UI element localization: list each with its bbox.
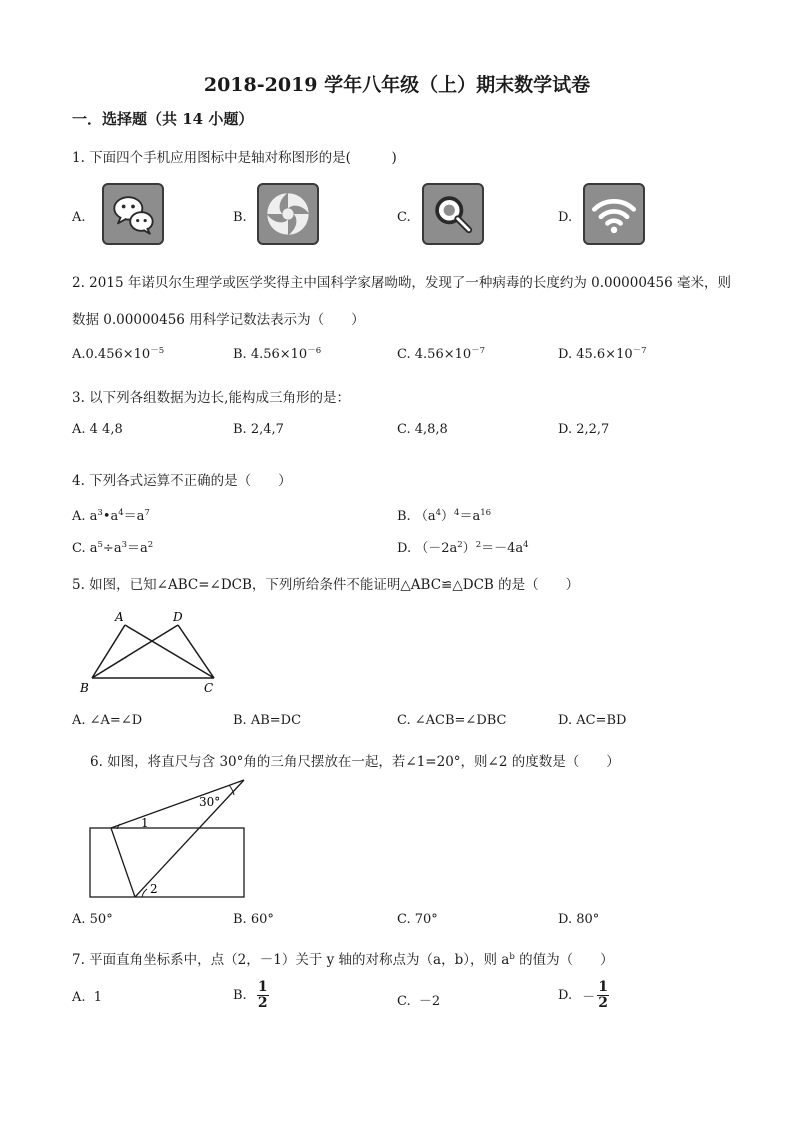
option-value: －2 <box>418 994 441 1009</box>
option-value: 1 <box>93 990 103 1005</box>
exponent: 4 <box>435 508 441 518</box>
q2-option-c[interactable] <box>397 344 485 362</box>
point-label-b: B <box>80 681 89 695</box>
triangle-side-left <box>111 828 135 897</box>
expr-part: •a <box>102 509 119 524</box>
option-label: D. <box>558 988 573 1003</box>
denominator: 2 <box>598 995 608 1011</box>
fraction <box>597 980 609 1011</box>
expr-part: D. （－2a <box>397 541 458 556</box>
question-2-stem-line2: 数据 0.00000456 用科学记数法表示为（ ） <box>72 312 365 328</box>
q7-option-a[interactable] <box>72 990 102 1005</box>
expr-part: ＝a <box>123 509 145 524</box>
exponent: 16 <box>480 508 492 518</box>
segment-ab <box>92 625 125 678</box>
expr-part: C. a <box>72 541 98 556</box>
search-icon <box>422 183 484 245</box>
option-exponent: －6 <box>307 346 322 356</box>
angle-label-2: 2 <box>150 882 158 896</box>
option-label: D. <box>558 347 573 362</box>
q3-option-d[interactable]: D. 2,2,7 <box>558 422 610 437</box>
expr-part: ） <box>462 541 476 556</box>
q5-option-c[interactable]: C. ∠ACB=∠DBC <box>397 713 507 728</box>
option-base: 0.456×10 <box>85 347 151 362</box>
exponent: 3 <box>97 508 103 518</box>
exponent: 2 <box>147 540 154 550</box>
point-label-d: D <box>173 610 183 624</box>
triangle-hypotenuse <box>135 780 244 897</box>
question-1-stem: 1. 下面四个手机应用图标中是轴对称图形的是( ) <box>72 150 397 166</box>
option-label: C. <box>397 994 411 1009</box>
stem-part: 7. 平面直角坐标系中，点（2，－1）关于 y 轴的对称点为（a，b），则 a <box>72 952 510 968</box>
q1-option-c[interactable]: C. <box>397 210 411 225</box>
wechat-icon <box>102 183 164 245</box>
q7-option-c[interactable] <box>397 990 440 1009</box>
expr-part: ＝a <box>127 541 148 556</box>
question-2-stem-line1: 2. 2015 年诺贝尔生理学或医学奖得主中国科学家屠呦呦，发现了一种病毒的长度约为 0.00000456 毫米，则 <box>72 275 731 291</box>
triangles-figure <box>72 606 232 698</box>
stem-part: 的值为（ ） <box>514 952 614 968</box>
q6-option-c[interactable]: C. 70° <box>397 912 438 927</box>
q3-option-a[interactable]: A. 4 4,8 <box>72 422 123 437</box>
point-label-a: A <box>115 610 124 624</box>
fraction <box>257 980 269 1011</box>
numerator: 1 <box>598 979 608 995</box>
q1-option-b[interactable]: B. <box>233 210 247 225</box>
question-6-stem: 6. 如图，将直尺与含 30°角的三角尺摆放在一起，若∠1=20°，则∠2 的度数是（ ） <box>90 754 620 770</box>
option-base: 45.6×10 <box>576 347 633 362</box>
q6-option-d[interactable]: D. 80° <box>558 912 600 927</box>
denominator: 2 <box>257 995 268 1011</box>
q7-option-d[interactable] <box>558 980 609 1011</box>
numerator: 1 <box>257 979 268 995</box>
option-exponent: －7 <box>632 346 647 356</box>
option-exponent: －5 <box>150 346 165 356</box>
expr-part: ＝a <box>459 509 481 524</box>
q4-option-a[interactable] <box>72 505 150 524</box>
q1-option-a[interactable]: A. <box>72 210 86 225</box>
ruler-triangle-figure <box>86 776 250 902</box>
q5-option-b[interactable]: B. AB=DC <box>233 713 302 728</box>
exponent: 4 <box>118 508 124 518</box>
q4-option-c[interactable] <box>72 537 153 556</box>
exponent: 3 <box>121 540 127 550</box>
question-3-stem: 3. 以下列各组数据为边长,能构成三角形的是： <box>72 390 350 406</box>
option-base: 4.56×10 <box>414 347 472 362</box>
angle-label-30: 30° <box>199 795 221 809</box>
segment-dc <box>178 625 214 678</box>
exponent: 5 <box>97 540 103 550</box>
q6-option-a[interactable]: A. 50° <box>72 912 113 927</box>
expr-part: ÷a <box>102 541 122 556</box>
wifi-icon <box>583 183 645 245</box>
q7-option-b[interactable] <box>233 980 269 1011</box>
angle-label-1: 1 <box>141 816 149 830</box>
segment-ac <box>125 625 214 678</box>
triangle-side-top <box>111 780 244 828</box>
q5-option-a[interactable]: A. ∠A=∠D <box>72 713 143 728</box>
exponent: 2 <box>475 540 482 550</box>
exponent: 4 <box>454 508 460 518</box>
q3-option-c[interactable]: C. 4,8,8 <box>397 422 448 437</box>
exponent: 4 <box>523 540 529 550</box>
expr-part: B. （a <box>397 509 436 524</box>
exponent: 7 <box>144 508 150 518</box>
expr-part: ＝－4a <box>481 541 524 556</box>
q3-option-b[interactable]: B. 2,4,7 <box>233 422 284 437</box>
question-5-stem: 5. 如图，已知∠ABC=∠DCB，下列所给条件不能证明△ABC≌△DCB 的是（ ） <box>72 577 580 593</box>
expr-part: A. a <box>72 509 98 524</box>
q5-option-d[interactable]: D. AC=BD <box>558 713 627 728</box>
option-label: A. <box>72 990 86 1005</box>
option-label: A. <box>72 347 86 362</box>
question-4-stem: 4. 下列各式运算不正确的是（ ） <box>72 473 292 489</box>
swirl-icon <box>257 183 319 245</box>
point-label-c: C <box>204 681 214 695</box>
option-label: C. <box>397 347 411 362</box>
q4-option-b[interactable] <box>397 505 491 524</box>
option-label: B. <box>233 988 247 1003</box>
page-title: 2018-2019 学年八年级（上）期末数学试卷 <box>203 74 591 96</box>
option-base: 4.56×10 <box>250 347 308 362</box>
exponent: 2 <box>457 540 463 550</box>
expr-part: ） <box>441 509 455 524</box>
minus-sign: － <box>582 990 596 1005</box>
exponent: b <box>509 952 515 962</box>
segment-bd <box>92 625 178 678</box>
q2-option-b[interactable] <box>233 344 321 362</box>
angle-arc-2 <box>142 889 147 897</box>
q2-option-d[interactable] <box>558 344 647 362</box>
option-exponent: －7 <box>471 346 486 356</box>
q1-option-d[interactable]: D. <box>558 210 573 225</box>
q2-option-a[interactable] <box>72 344 164 362</box>
section-heading: 一．选择题（共 14 小题） <box>72 110 254 128</box>
q4-option-d[interactable] <box>397 537 529 556</box>
q6-option-b[interactable]: B. 60° <box>233 912 274 927</box>
question-7-stem <box>72 948 614 968</box>
option-label: B. <box>233 347 247 362</box>
